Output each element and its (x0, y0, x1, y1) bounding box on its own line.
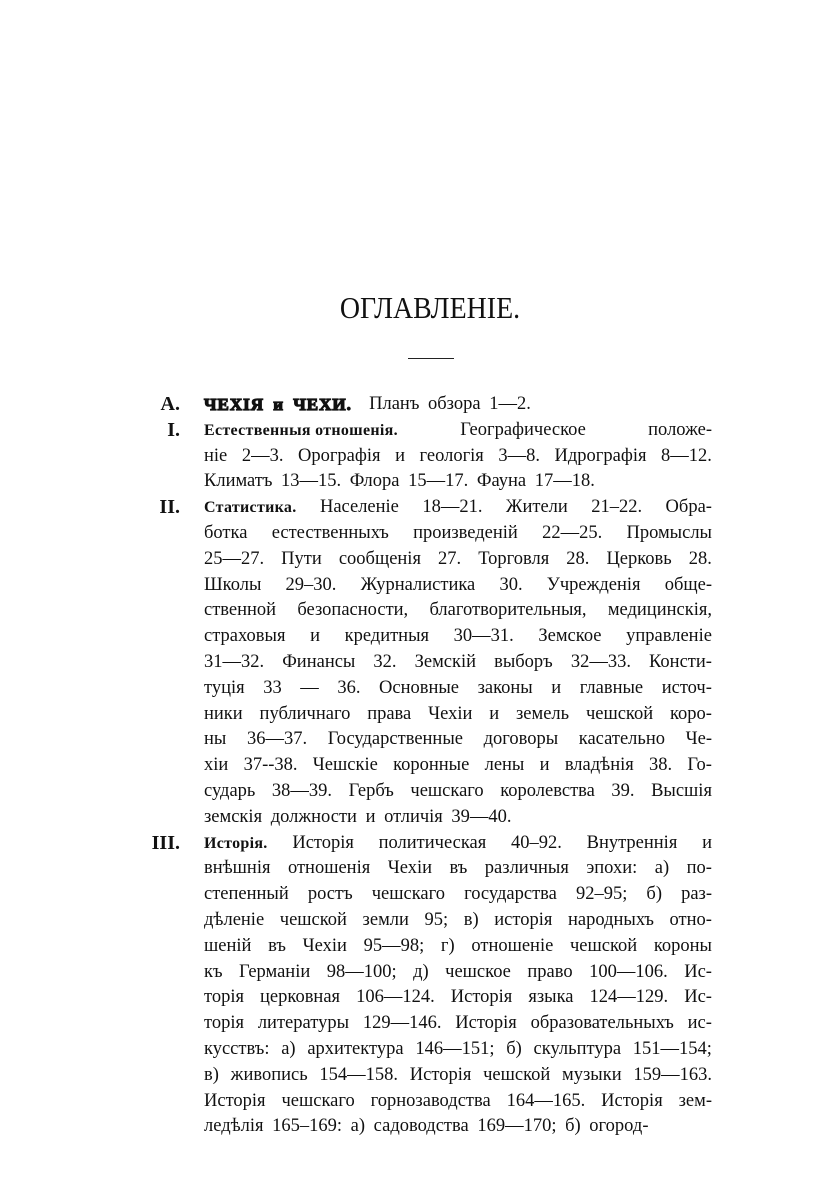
toc-word: выборъ (494, 651, 553, 672)
toc-word: церковная (260, 987, 341, 1008)
toc-word: чешскаго (410, 780, 484, 801)
toc-word: а) (281, 1038, 296, 1059)
toc-word: литературы (257, 1013, 349, 1034)
toc-line (204, 908, 712, 934)
toc-word: Ис- (684, 961, 712, 982)
toc-word: ботка (204, 522, 248, 543)
toc-word: дѣленіе (204, 909, 265, 930)
toc-word: 151—154; (632, 1038, 712, 1059)
toc-word: эпохи: (586, 858, 638, 879)
toc-word: 21–22. (591, 497, 643, 518)
toc-word: благотворительныя, (429, 600, 587, 621)
toc-word: сообщенія (338, 548, 421, 569)
toc-line (204, 727, 712, 753)
section-marker: II. (159, 496, 180, 519)
toc-line (204, 392, 712, 418)
toc-word: архитектура (307, 1038, 404, 1059)
toc-word: Че- (685, 729, 712, 750)
toc-word: Го- (687, 755, 712, 776)
toc-word: исторія (494, 909, 553, 930)
toc-word: лены (484, 755, 525, 776)
toc-word: 25—27. (204, 548, 265, 569)
section-heading: Исторія. (204, 834, 268, 852)
toc-word: Учрежденія (546, 574, 641, 595)
toc-word: 95—98; (363, 935, 425, 956)
toc-word: Обра- (665, 497, 712, 518)
toc-word: д) (413, 961, 429, 982)
toc-word: — (300, 677, 319, 698)
toc-line (204, 702, 712, 728)
toc-word: обще- (664, 574, 712, 595)
toc-word: по- (686, 858, 712, 879)
toc-word: в) (463, 909, 479, 930)
toc-word: 39. (611, 780, 635, 801)
toc-line (204, 598, 712, 624)
toc-word: политическая (378, 832, 487, 853)
toc-word: Школы (204, 574, 262, 595)
section-heading: Естественныя отношенія. (204, 421, 398, 439)
toc-word: музыки (562, 1064, 622, 1085)
toc-word: Исторія (292, 832, 354, 853)
toc-line (204, 521, 712, 547)
toc-word: живопись (230, 1064, 308, 1085)
toc-line (204, 1114, 712, 1140)
section-lines (204, 392, 712, 418)
toc-word: управленіе (626, 626, 712, 647)
toc-line-text: ледѣлія 165–169: а) садоводства 169—170; б) огород- (204, 1116, 649, 1137)
toc-word: Высшія (651, 780, 712, 801)
toc-word: 154—158. (319, 1064, 399, 1085)
toc-word: 31—32. (204, 651, 265, 672)
toc-word: б) (646, 884, 662, 905)
toc-word: 100—106. (589, 961, 668, 982)
toc-word: земель (515, 703, 570, 724)
toc-word: 32—33. (570, 651, 631, 672)
toc-word: Гербъ (348, 780, 394, 801)
toc-word: Земское (538, 626, 602, 647)
toc-word: туція (204, 677, 245, 698)
toc-word: степенный (204, 884, 289, 905)
toc-word: и (539, 755, 550, 776)
toc-word: зем- (678, 1090, 712, 1111)
section-marker: I. (167, 418, 180, 441)
toc-word: право (527, 961, 573, 982)
toc-word: касательно (578, 729, 665, 750)
toc-line (204, 573, 712, 599)
toc-word: б) (506, 1038, 522, 1059)
toc-line (204, 624, 712, 650)
toc-line (204, 779, 712, 805)
toc-word: ростъ (307, 884, 353, 905)
toc-word: Идрографія (554, 445, 647, 466)
section-lines (204, 495, 712, 830)
toc-word: и (310, 626, 320, 647)
section-marker: А. (160, 393, 180, 415)
toc-word: г) (440, 935, 455, 956)
toc-word: Германіи (239, 961, 311, 982)
toc-word: 164—165. (506, 1090, 586, 1111)
toc-word: раз- (681, 884, 712, 905)
toc-word: 33 (263, 677, 282, 698)
toc-word: и (395, 445, 405, 466)
toc-word: Географическое (460, 419, 586, 440)
toc-word: королевства (500, 780, 595, 801)
toc-word: чешской (483, 1064, 551, 1085)
toc-word: 36—37. (246, 729, 308, 750)
toc-line (204, 1011, 712, 1037)
toc-line (204, 650, 712, 676)
toc-word: коро- (669, 703, 712, 724)
page-title: ОГЛАВЛЕНІЕ. (339, 290, 521, 325)
toc-word: отношенія (287, 858, 371, 879)
toc-word: чешскаго (281, 1090, 355, 1111)
toc-line (204, 1063, 712, 1089)
toc-word: 159—163. (633, 1064, 712, 1085)
toc-word: 32. (373, 651, 397, 672)
toc-line (204, 444, 712, 470)
toc-word: отношеніе (471, 935, 554, 956)
toc-word: ис- (687, 1013, 712, 1034)
toc-word: чешской (570, 935, 638, 956)
toc-word: Основные (379, 677, 460, 698)
toc-line (204, 934, 712, 960)
toc-word: 37--38. (243, 755, 298, 776)
toc-word: Населеніе (319, 497, 399, 518)
toc-word: сударь (204, 780, 256, 801)
toc-word: народныхъ (568, 909, 654, 930)
toc-word: публичнаго (259, 703, 351, 724)
toc-word: Внутреннія (586, 832, 678, 853)
toc-word: ніе (204, 445, 228, 466)
toc-word: Финансы (282, 651, 356, 672)
toc-line (204, 960, 712, 986)
toc-word: 40–92. (511, 832, 562, 853)
toc-line (204, 547, 712, 573)
toc-word: торія (204, 1013, 244, 1034)
section-lines (204, 831, 712, 1141)
title-divider (408, 358, 454, 359)
toc-word: и (551, 677, 562, 698)
toc-word: медицинскія, (607, 600, 712, 621)
toc-line-text: Климатъ 13—15. Флора 15—17. Фауна 17—18. (204, 471, 595, 492)
toc-word: в) (204, 1064, 219, 1085)
toc-word: Исторія (455, 1013, 517, 1034)
toc-word: и (489, 703, 500, 724)
toc-word: 36. (337, 677, 361, 698)
toc-word: внѣшнія (204, 858, 271, 879)
toc-line (204, 856, 712, 882)
toc-word: Промыслы (626, 522, 712, 543)
toc-word: ники (204, 703, 243, 724)
toc-word: 28. (688, 548, 712, 569)
toc-word: шеній (204, 935, 252, 956)
toc-word: страховыя (204, 626, 286, 647)
toc-word: 92–95; (575, 884, 628, 905)
toc-word: къ (204, 961, 223, 982)
toc-line (204, 831, 712, 857)
toc-word: безопасности, (297, 600, 409, 621)
toc-word: чешской (279, 909, 347, 930)
toc-word: чешскаго (371, 884, 446, 905)
toc-word: Исторія (409, 1064, 472, 1085)
toc-word: естественныхъ (271, 522, 389, 543)
toc-word: 38—39. (271, 780, 333, 801)
toc-word: 8—12. (661, 445, 712, 466)
toc-word: 38. (649, 755, 673, 776)
toc-word: права (367, 703, 412, 724)
toc-word: короны (653, 935, 712, 956)
toc-word: договоры (483, 729, 559, 750)
toc-word: чешское (445, 961, 511, 982)
toc-word: геологія (419, 445, 484, 466)
toc-word: и (702, 832, 712, 853)
toc-word: 22—25. (542, 522, 603, 543)
toc-line (204, 1089, 712, 1115)
toc-word: Орографія (297, 445, 381, 466)
toc-word: въ (268, 935, 286, 956)
toc-word: источ- (661, 677, 712, 698)
toc-word: положе- (648, 419, 712, 440)
toc-word: 146—151; (415, 1038, 495, 1059)
section-heading: ЧЕХІЯ и ЧЕХИ. (204, 395, 352, 414)
toc-word: языка (528, 987, 574, 1008)
section-heading: Статистика. (204, 499, 297, 517)
toc-line (204, 495, 712, 521)
toc-word: кредитныя (344, 626, 430, 647)
toc-line (204, 985, 712, 1011)
toc-word: Торговля (478, 548, 550, 569)
toc-word: хіи (204, 755, 229, 776)
toc-word: Пути (281, 548, 322, 569)
toc-word: коронные (393, 755, 470, 776)
toc-line (204, 805, 712, 831)
toc-word: въ (449, 858, 468, 879)
toc-line (204, 1037, 712, 1063)
toc-word: Исторія (450, 987, 513, 1008)
toc-word: чешской (585, 703, 654, 724)
toc-word: Ис- (684, 987, 712, 1008)
toc-word: главные (579, 677, 644, 698)
toc-word: 2—3. (241, 445, 284, 466)
toc-word: ственной (204, 600, 277, 621)
toc-word: 3—8. (498, 445, 540, 466)
toc-word: владѣнія (564, 755, 634, 776)
toc-word: 29–30. (285, 574, 337, 595)
toc-word: ны (204, 729, 227, 750)
toc-word: Консти- (649, 651, 712, 672)
toc-word: 106—124. (356, 987, 435, 1008)
toc-word: горнозаводства (370, 1090, 491, 1111)
toc-word: Чешскіе (312, 755, 378, 776)
toc-word: Исторія (601, 1090, 663, 1111)
toc-word: 27. (438, 548, 462, 569)
toc-line (204, 753, 712, 779)
toc-word: Земскій (414, 651, 477, 672)
toc-word: торія (204, 987, 244, 1008)
toc-word: 18—21. (422, 497, 483, 518)
toc-word: 129—146. (362, 1013, 442, 1034)
toc-word: Журналистика (360, 574, 476, 595)
toc-word: а) (654, 858, 670, 879)
toc-line (204, 882, 712, 908)
toc-word: 124—129. (589, 987, 669, 1008)
toc-word: образовательныхъ (530, 1013, 674, 1034)
toc-word: законы (477, 677, 533, 698)
toc-word: Жители (505, 497, 568, 518)
toc-word: Чехіи (428, 703, 473, 724)
toc-line (204, 469, 712, 495)
toc-word: Чехіи (302, 935, 347, 956)
toc-word: государства (464, 884, 557, 905)
toc-word: 30. (499, 574, 523, 595)
toc-word: Чехіи (387, 858, 432, 879)
toc-line-text: земскія должности и отличія 39—40. (204, 806, 512, 827)
toc-word: различныя (484, 858, 569, 879)
section-marker: III. (151, 831, 180, 854)
toc-word: произведеній (413, 522, 518, 543)
toc-line-text: Планъ обзора 1—2. (369, 394, 531, 414)
toc-word: земли (362, 909, 409, 930)
toc-word: 30—31. (453, 626, 514, 647)
toc-word: 28. (566, 548, 590, 569)
toc-word: 98—100; (326, 961, 397, 982)
toc-word: кусствъ: (204, 1038, 270, 1059)
toc-word: Церковь (606, 548, 672, 569)
toc-word: 95; (424, 909, 449, 930)
toc-line (204, 418, 712, 444)
toc-line (204, 676, 712, 702)
toc-word: скульптура (533, 1038, 622, 1059)
section-lines (204, 418, 712, 495)
toc-word: Государственные (327, 729, 463, 750)
toc-word: отно- (669, 909, 712, 930)
toc-word: Исторія (204, 1090, 266, 1111)
